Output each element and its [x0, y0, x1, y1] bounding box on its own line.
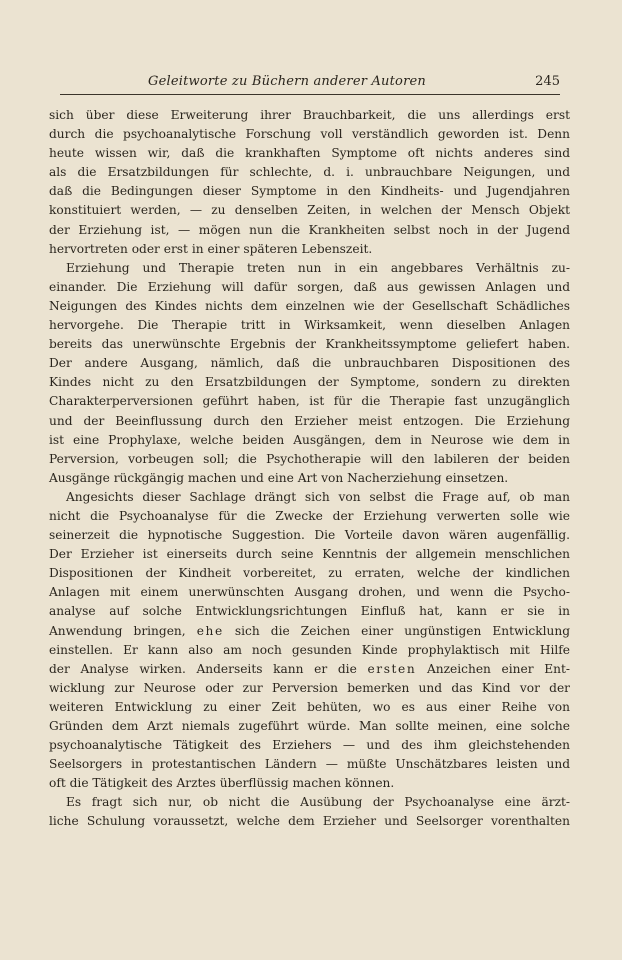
text-line: Perversion, vorbeugen soll; die Psychotherapie will den labileren der beiden	[49, 451, 570, 466]
page-number: 245	[535, 74, 560, 89]
text-line: bereits das unerwünschte Ergebnis der Krankheitssymptome geliefert haben.	[49, 337, 570, 352]
text-segment: Anzeichen einer Ent-	[416, 661, 570, 676]
paragraph	[49, 488, 570, 794]
text-line: seinerzeit die hypnotische Suggestion. Die Vorteile davon wären augenfällig.	[49, 528, 570, 543]
paragraph	[49, 793, 570, 831]
text-line: hervortreten oder erst in einer späteren Lebenszeit.	[49, 241, 373, 256]
page-header	[60, 72, 560, 95]
text-line: Kindes nicht zu den Ersatzbildungen der Symptome, sondern zu direkten	[49, 375, 570, 390]
text-line: wicklung zur Neurose oder zur Perversion bemerken und das Kind vor der	[49, 680, 570, 695]
text-line: heute wissen wir, daß die krankhaften Symptome oft nichts anderes sind	[49, 146, 570, 161]
text-line: daß die Bedingungen dieser Symptome in den Kindheits- und Jugendjahren	[49, 184, 570, 199]
spaced-emphasis: ehe	[196, 623, 224, 638]
text-line: liche Schulung voraussetzt, welche dem Erzieher und Seelsorger vorenthalten	[49, 814, 570, 829]
text-line: analyse auf solche Entwicklungsrichtungen Einfluß hat, kann er sie in	[49, 604, 570, 619]
text-line: oft die Tätigkeit des Arztes überflüssig machen können.	[49, 776, 395, 791]
text-line: sich über diese Erweiterung ihrer Brauchbarkeit, die uns allerdings erst	[49, 108, 570, 122]
body-text	[49, 106, 570, 832]
text-line: konstituiert werden, — zu denselben Zeiten, in welchen der Mensch Objekt	[49, 203, 570, 218]
text-line: Anlagen mit einem unerwünschten Ausgang drohen, und wenn die Psycho-	[49, 585, 570, 600]
paragraph	[49, 106, 570, 259]
text-line: einander. Die Erziehung will dafür sorgen, daß aus gewissen Anlagen und	[49, 279, 570, 294]
text-segment: sich die Zeichen einer ungünstigen Entwicklung	[223, 623, 570, 638]
running-title: Geleitworte zu Büchern anderer Autoren	[148, 74, 426, 89]
text-line	[49, 622, 570, 641]
text-line: und der Beeinflussung durch den Erzieher meist entzogen. Die Erziehung	[49, 413, 570, 428]
text-line	[49, 660, 570, 679]
text-line: durch die psychoanalytische Forschung voll verständlich geworden ist. Denn	[49, 127, 570, 142]
text-line: als die Ersatzbildungen für schlechte, d. i. unbrauchbare Neigungen, und	[49, 165, 570, 180]
text-line: Der Erzieher ist einerseits durch seine Kenntnis der allgemein menschlichen	[49, 547, 570, 562]
text-line: hervorgehe. Die Therapie tritt in Wirksamkeit, wenn dieselben Anlagen	[49, 318, 570, 333]
paragraph	[49, 259, 570, 488]
text-line: Charakterperversionen geführt haben, ist für die Therapie fast unzugänglich	[49, 394, 570, 409]
text-line: Gründen dem Arzt niemals zugeführt würde. Man sollte meinen, eine solche	[49, 719, 570, 733]
text-line: Neigungen des Kindes nichts dem einzelnen wie der Gesellschaft Schädliches	[49, 298, 570, 313]
text-line: Erziehung und Therapie treten nun in ein angebbares Verhältnis zu-	[66, 260, 570, 275]
text-line: Ausgänge rückgängig machen und eine Art von Nacherziehung einsetzen.	[49, 470, 509, 485]
spaced-emphasis: ersten	[367, 661, 417, 676]
text-line: psychoanalytische Tätigkeit des Erziehers — und des ihm gleichstehenden	[49, 738, 570, 753]
text-line: ist eine Prophylaxe, welche beiden Ausgängen, dem in Neurose wie dem in	[49, 432, 570, 447]
text-segment: Anwendung bringen,	[49, 623, 197, 638]
text-line: der Erziehung ist, — mögen nun die Krankheiten selbst noch in der Jugend	[49, 222, 570, 237]
text-line: Der andere Ausgang, nämlich, daß die unbrauchbaren Dispositionen des	[49, 356, 570, 371]
text-line: weiteren Entwicklung zu einer Zeit behüten, wo es aus einer Reihe von	[49, 699, 570, 714]
text-line: Dispositionen der Kindheit vorbereitet, zu erraten, welche der kindlichen	[49, 566, 570, 581]
text-line: Seelsorgers in protestantischen Ländern — müßte Unschätzbares leisten und	[49, 757, 570, 772]
text-line: nicht die Psychoanalyse für die Zwecke der Erziehung verwerten solle wie	[49, 508, 570, 523]
text-line: Es fragt sich nur, ob nicht die Ausübung der Psychoanalyse eine ärzt-	[66, 795, 570, 810]
text-line: einstellen. Er kann also am noch gesunden Kinde prophylaktisch mit Hilfe	[49, 642, 570, 657]
text-line: Angesichts dieser Sachlage drängt sich von selbst die Frage auf, ob man	[66, 489, 570, 504]
text-segment: der Analyse wirken. Anderseits kann er die	[49, 661, 368, 676]
